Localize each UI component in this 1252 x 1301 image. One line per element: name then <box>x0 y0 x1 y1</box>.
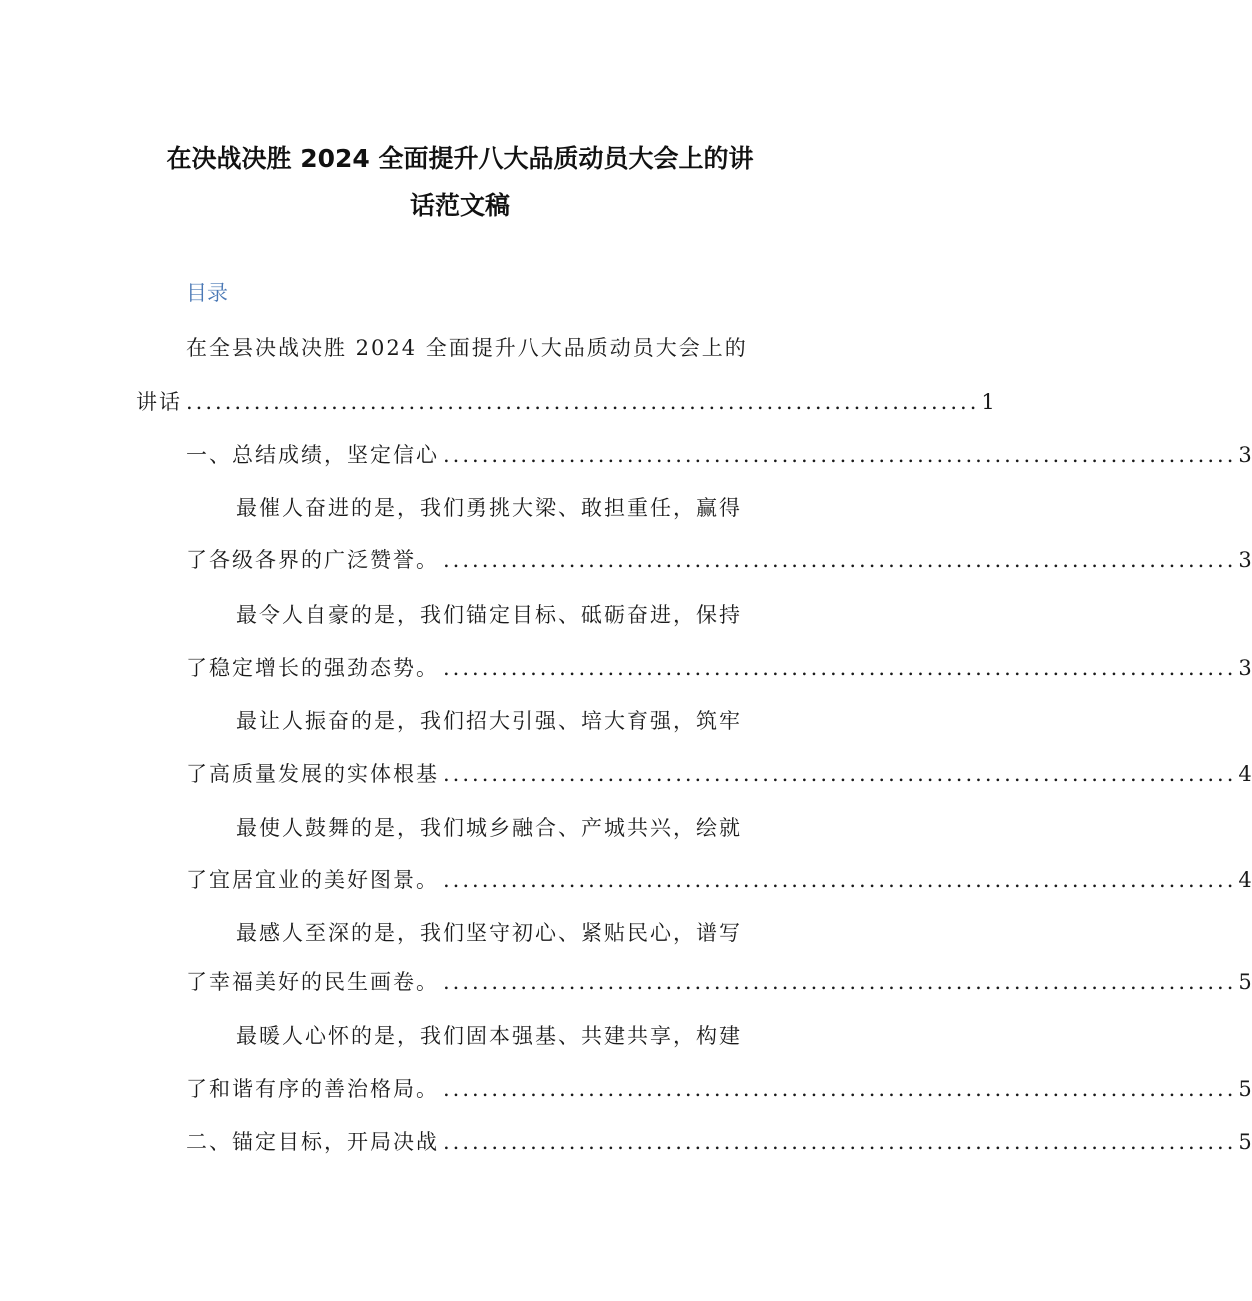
toc-page-number: 3 <box>1238 548 1252 572</box>
toc-entry-3-line-2: 了各级各界的广泛赞誉。 <box>186 548 439 572</box>
toc-leader-dots: .................................................................................. <box>443 548 1237 572</box>
toc-entry-7[interactable] <box>186 967 1252 997</box>
toc-leader-dots: .................................................................................. <box>443 970 1237 994</box>
toc-page-number: 5 <box>1238 1077 1252 1101</box>
toc-leader-dots: .................................................................................. <box>186 390 980 414</box>
toc-entry-6[interactable] <box>186 865 1252 895</box>
toc-page-number: 5 <box>1238 1130 1252 1154</box>
document-title-line-2: 话范文稿 <box>409 191 510 220</box>
toc-entry-8-line-1: 最暖人心怀的是，我们固本强基、共建共享，构建 <box>236 1024 742 1048</box>
document-title-line-1: 在决战决胜 2024 全面提升八大品质动员大会上的讲 <box>166 144 754 173</box>
toc-page-number: 1 <box>981 390 995 414</box>
toc-entry-7-line-2: 了幸福美好的民生画卷。 <box>186 970 439 994</box>
toc-entry-8[interactable] <box>186 1074 1252 1104</box>
toc-leader-dots: .................................................................................. <box>443 868 1237 892</box>
toc-entry-4-line-2: 了稳定增长的强劲态势。 <box>186 656 439 680</box>
toc-leader-dots: .................................................................................. <box>443 443 1237 467</box>
toc-entry-2[interactable] <box>186 440 1252 470</box>
toc-leader-dots: .................................................................................. <box>443 762 1237 786</box>
toc-entry-6-line-2: 了宜居宜业的美好图景。 <box>186 868 439 892</box>
toc-entry-5-line-1: 最让人振奋的是，我们招大引强、培大育强，筑牢 <box>236 709 742 733</box>
toc-entry-5-line-2: 了高质量发展的实体根基 <box>186 762 439 786</box>
toc-entry-5[interactable] <box>186 759 1252 789</box>
toc-page-number: 5 <box>1238 970 1252 994</box>
toc-entry-1-line-1: 在全县决战决胜 2024 全面提升八大品质动员大会上的 <box>186 336 748 360</box>
toc-leader-dots: .................................................................................. <box>443 656 1237 680</box>
toc-entry-9-text: 二、锚定目标，开局决战 <box>186 1130 439 1154</box>
toc-entry-8-line-2: 了和谐有序的善治格局。 <box>186 1077 439 1101</box>
toc-entry-2-text: 一、总结成绩，坚定信心 <box>186 443 439 467</box>
toc-entry-1[interactable] <box>136 387 995 417</box>
toc-page-number: 3 <box>1238 656 1252 680</box>
toc-page-number: 3 <box>1238 443 1252 467</box>
toc-leader-dots: .................................................................................. <box>443 1077 1237 1101</box>
toc-heading: 目录 <box>186 281 228 305</box>
toc-entry-3-line-1: 最催人奋进的是，我们勇挑大梁、敢担重任，赢得 <box>236 496 742 520</box>
toc-page-number: 4 <box>1238 868 1252 892</box>
toc-entry-4-line-1: 最令人自豪的是，我们锚定目标、砥砺奋进，保持 <box>236 603 742 627</box>
toc-entry-9[interactable] <box>186 1127 1252 1157</box>
toc-entry-3[interactable] <box>186 545 1252 575</box>
toc-entry-1-line-2: 讲话 <box>136 390 182 414</box>
toc-entry-6-line-1: 最使人鼓舞的是，我们城乡融合、产城共兴，绘就 <box>236 816 742 840</box>
toc-entry-7-line-1: 最感人至深的是，我们坚守初心、紧贴民心，谱写 <box>236 921 742 945</box>
toc-entry-4[interactable] <box>186 653 1252 683</box>
toc-leader-dots: .................................................................................. <box>443 1130 1237 1154</box>
toc-page-number: 4 <box>1238 762 1252 786</box>
